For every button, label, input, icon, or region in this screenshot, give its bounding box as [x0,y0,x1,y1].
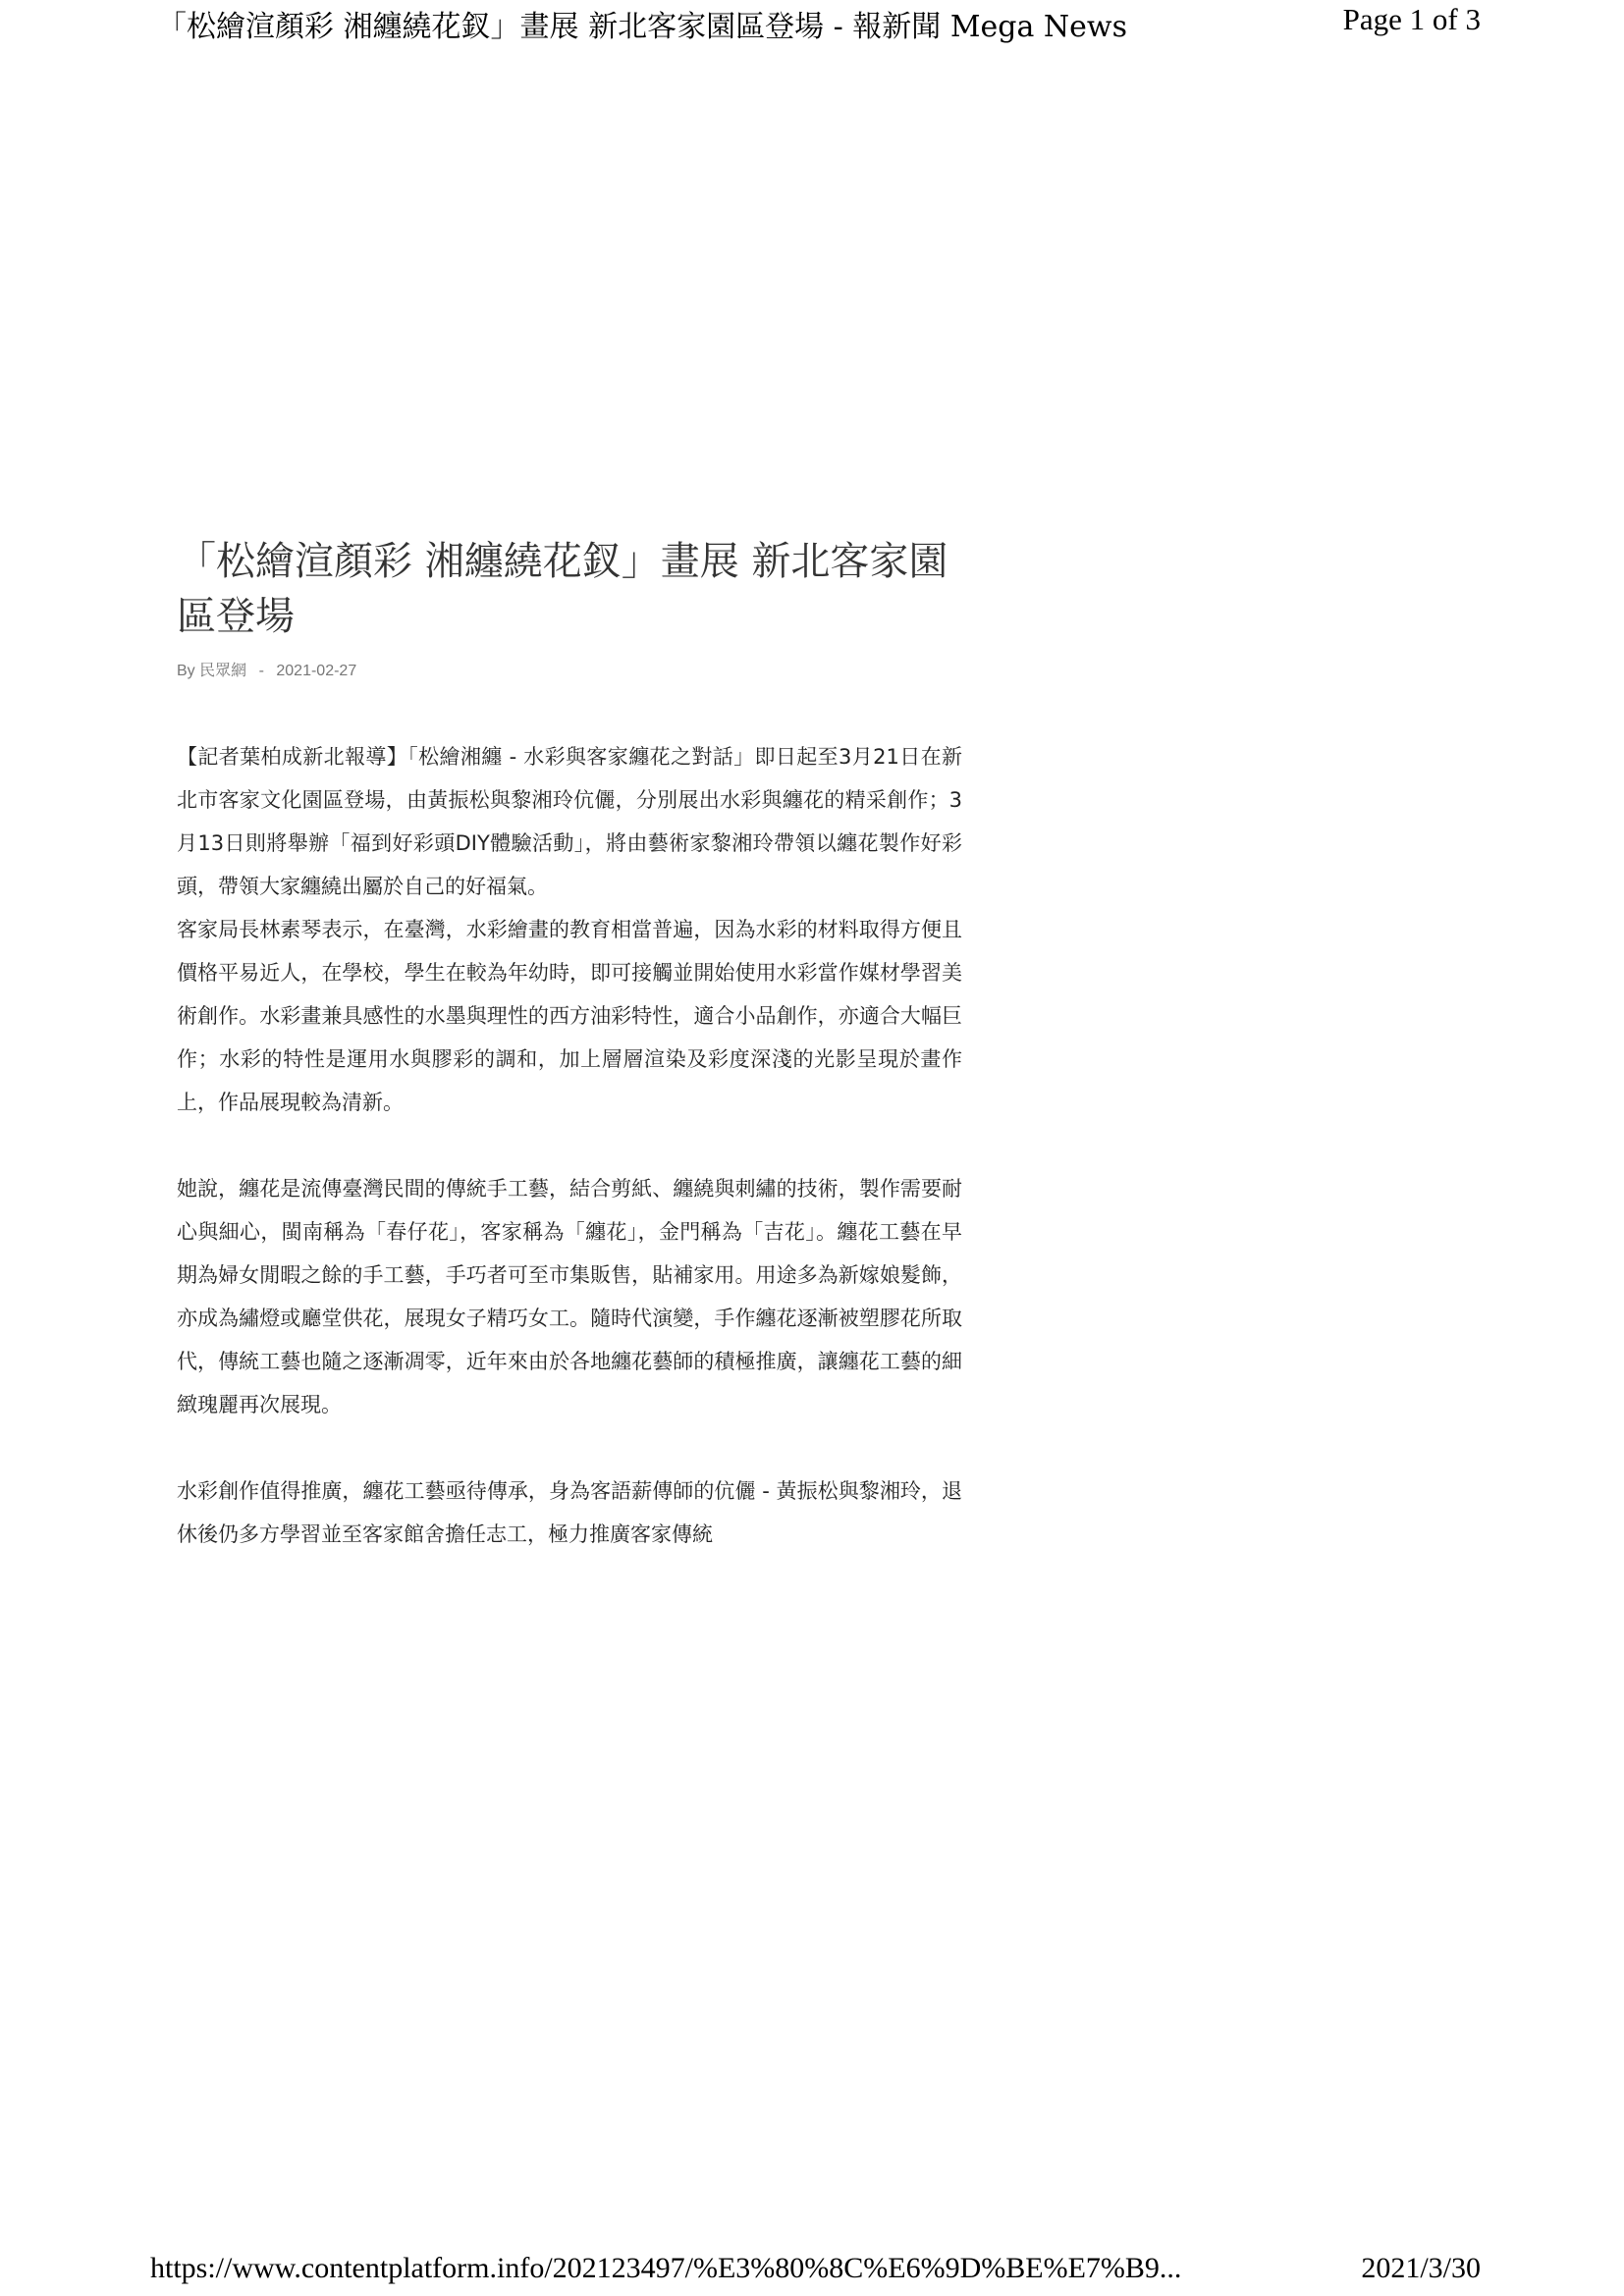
print-footer-date: 2021/3/30 [1361,2252,1481,2284]
byline [177,658,982,680]
page-number: Page 1 of 3 [1342,2,1481,36]
print-footer [0,2248,1624,2296]
print-footer-url: https://www.contentplatform.info/202123497/%E3%80%8C%E6%9D%BE%E7%B9... [150,2252,1182,2284]
byline-author[interactable]: 民眾網 [199,663,247,679]
article-paragraph: 【記者葉柏成新北報導】「松繪湘纏 - 水彩與客家纏花之對話」即日起至3月21日在新北市客家文化園區登場，由黃振松與黎湘玲伉儷，分別展出水彩與纏花的精采創作；3月13日則將舉辦「福到好彩頭DIY體驗活動」，將由藝術家黎湘玲帶領以纏花製作好彩頭，帶領大家纏繞出屬於自己的好福氣。 [177,745,962,898]
print-header [0,0,1624,47]
byline-date: 2021-02-27 [276,663,357,679]
print-header-title: 「松繪渲顏彩 湘纏繞花釵」畫展 新北客家園區登場 - 報新聞 Mega News [157,10,1127,44]
byline-separator: - [258,663,264,679]
byline-by-label: By [177,663,195,679]
article-body [177,735,982,1556]
article-paragraph: 水彩創作值得推廣，纏花工藝亟待傳承，身為客語薪傳師的伉儷 - 黃振松與黎湘玲，退休後仍多方學習並至客家館舍擔任志工，極力推廣客家傳統 [177,1479,962,1546]
article [177,534,982,1556]
article-title: 「松繪渲顏彩 湘纏繞花釵」畫展 新北客家園區登場 [177,539,948,639]
article-paragraph: 她說，纏花是流傳臺灣民間的傳統手工藝，結合剪紙、纏繞與刺繡的技術，製作需要耐心與細心，閩南稱為「春仔花」，客家稱為「纏花」，金門稱為「吉花」。纏花工藝在早期為婦女閒暇之餘的手工藝，手巧者可至市集販售，貼補家用。用途多為新嫁娘髮飾，亦成為繡燈或廳堂供花，展現女子精巧女工。隨時代演變，手作纏花逐漸被塑膠花所取代，傳統工藝也隨之逐漸凋零，近年來由於各地纏花藝師的積極推廣，讓纏花工藝的細緻瑰麗再次展現。 [177,1177,962,1416]
article-paragraph: 客家局長林素琴表示，在臺灣，水彩繪畫的教育相當普遍，因為水彩的材料取得方便且價格平易近人，在學校，學生在較為年幼時，即可接觸並開始使用水彩當作媒材學習美術創作。水彩畫兼具感性的水墨與理性的西方油彩特性，適合小品創作，亦適合大幅巨作；水彩的特性是運用水與膠彩的調和，加上層層渲染及彩度深淺的光影呈現於畫作上，作品展現較為清新。 [177,918,962,1114]
